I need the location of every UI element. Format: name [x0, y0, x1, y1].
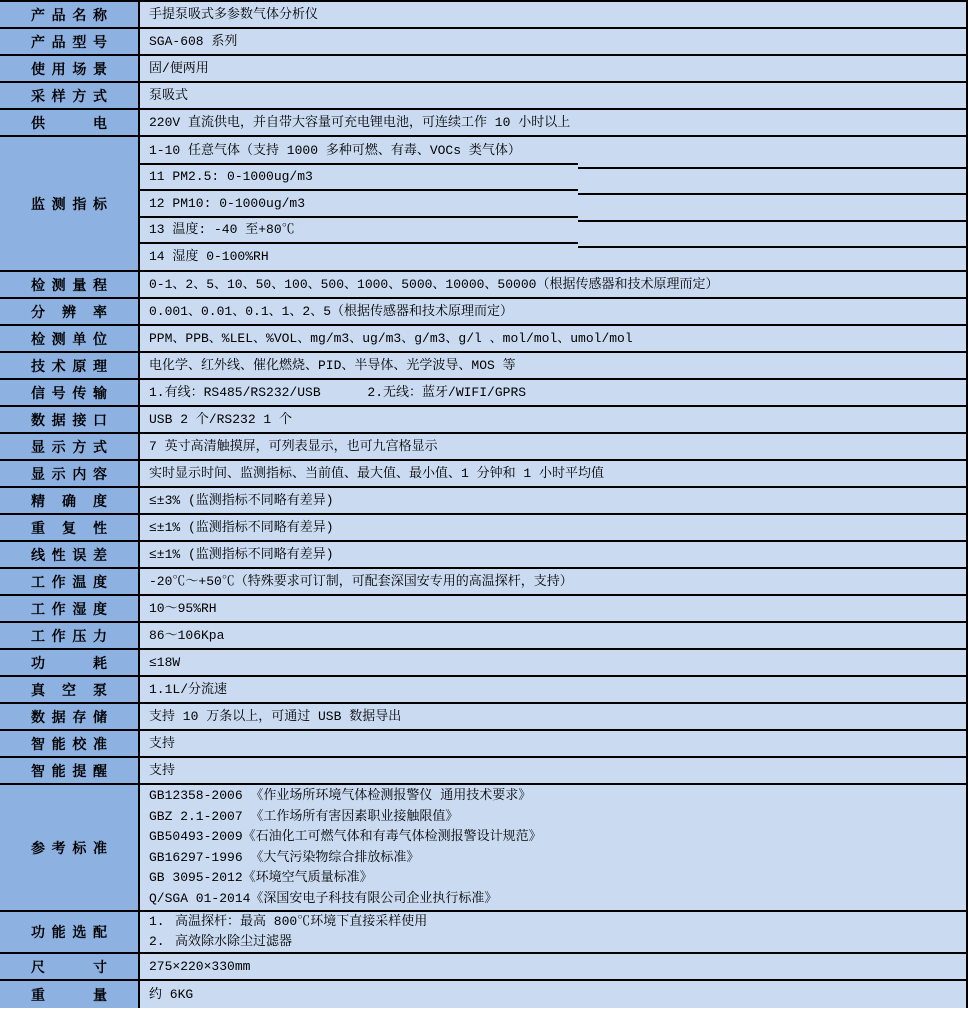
row-working-temperature	[0, 569, 966, 596]
value-cell	[140, 326, 966, 351]
row-technical-principle	[0, 353, 966, 380]
row-product-name	[0, 2, 966, 29]
value-cell	[140, 981, 966, 1008]
row-data-interface	[0, 407, 966, 434]
optional-feature-text: 高效除水除尘过滤器	[175, 934, 293, 949]
row-value: 1.1L/分流速	[149, 681, 228, 697]
value-cell	[140, 272, 966, 297]
row-label: 分辨率	[31, 303, 107, 320]
value-cell	[140, 407, 966, 432]
row-smart-calibration	[0, 731, 966, 758]
row-value: 220V 直流供电，并自带大容量可充电锂电池，可连续工作 10 小时以上	[149, 114, 571, 130]
value-cell	[140, 380, 966, 405]
list-number: 2.	[149, 934, 165, 949]
row-value: 实时显示时间、监测指标、当前值、最大值、最小值、1 分钟和 1 小时平均值	[149, 465, 605, 481]
value-cell	[140, 623, 966, 648]
label-cell	[0, 954, 140, 979]
label-cell	[0, 488, 140, 513]
optional-feature-line	[149, 912, 966, 932]
optional-feature-line	[149, 932, 966, 952]
row-value: 7 英寸高清触摸屏，可列表显示，也可九宫格显示	[149, 438, 438, 454]
row-value: 0-1、2、5、10、50、100、500、1000、5000、10000、50000（根据传感器和技术原理而定）	[149, 276, 719, 292]
value-cell	[140, 542, 966, 567]
row-label: 参考标准	[31, 839, 107, 856]
row-weight	[0, 981, 966, 1008]
label-cell	[0, 326, 140, 351]
row-value: 275×220×330mm	[149, 958, 251, 974]
label-cell	[0, 2, 140, 27]
label-cell	[0, 110, 140, 135]
label-cell	[0, 596, 140, 621]
value-cell	[140, 56, 966, 81]
row-label: 监测指标	[31, 195, 107, 212]
row-label: 工作湿度	[31, 600, 107, 617]
list-number: 1.	[149, 914, 165, 929]
row-power-consumption	[0, 650, 966, 677]
row-label: 使用场景	[31, 60, 107, 77]
reference-standard-line: GB16297-1996 《大气污染物综合排放标准》	[149, 849, 420, 865]
label-cell	[0, 56, 140, 81]
row-detection-range	[0, 272, 966, 299]
value-cell	[140, 704, 966, 729]
row-signal-transmission	[0, 380, 966, 407]
row-value: 泵吸式	[149, 87, 189, 103]
row-display-content	[0, 461, 966, 488]
row-label: 尺寸	[31, 958, 107, 975]
value-cell	[140, 83, 966, 108]
row-repeatability	[0, 515, 966, 542]
row-label: 工作压力	[31, 627, 107, 644]
label-cell	[0, 785, 140, 910]
label-cell	[0, 353, 140, 378]
label-cell	[0, 704, 140, 729]
row-value: 86～106Kpa	[149, 627, 225, 643]
row-label: 产品名称	[31, 6, 107, 23]
row-value: ≤±1% (监测指标不同略有差异)	[149, 546, 334, 562]
label-cell	[0, 912, 140, 952]
row-working-humidity	[0, 596, 966, 623]
value-cell	[140, 569, 966, 594]
monitor-item: 11 PM2.5: 0-1000ug/m3	[149, 169, 313, 185]
value-cell	[140, 299, 966, 324]
row-smart-reminder	[0, 758, 966, 785]
row-label: 智能校准	[31, 735, 107, 752]
value-cell	[140, 353, 966, 378]
row-working-pressure	[0, 623, 966, 650]
row-usage-scenario	[0, 56, 966, 83]
value-cell	[140, 488, 966, 513]
label-cell	[0, 461, 140, 486]
row-label: 工作温度	[31, 573, 107, 590]
row-label: 数据存储	[31, 708, 107, 725]
row-label: 真空泵	[31, 681, 107, 698]
row-label: 显示方式	[31, 438, 107, 455]
label-cell	[0, 380, 140, 405]
label-cell	[0, 650, 140, 675]
reference-standard-line: GB12358-2006 《作业场所环境气体检测报警仪 通用技术要求》	[149, 788, 532, 803]
row-label: 功能选配	[31, 924, 107, 940]
row-vacuum-pump	[0, 677, 966, 704]
row-label: 显示内容	[31, 465, 107, 482]
row-value: PPM、PPB、%LEL、%VOL、mg/m3、ug/m3、g/m3、g/l 、mol/mol、umol/mol	[149, 330, 633, 346]
monitor-item: 12 PM10: 0-1000ug/m3	[149, 195, 306, 211]
row-resolution	[0, 299, 966, 326]
label-cell	[0, 758, 140, 783]
row-label: 采样方式	[31, 87, 107, 104]
row-value: 支持 10 万条以上，可通过 USB 数据导出	[149, 708, 402, 724]
label-cell	[0, 137, 140, 270]
label-cell	[0, 299, 140, 324]
value-cell	[140, 677, 966, 702]
label-cell	[0, 731, 140, 756]
label-cell	[0, 569, 140, 594]
row-linearity-error	[0, 542, 966, 569]
row-label: 检测量程	[31, 276, 107, 293]
optional-feature-text: 高温探杆：最高 800℃环境下直接采样使用	[175, 914, 428, 929]
value-cell	[140, 515, 966, 540]
row-detection-unit	[0, 326, 966, 353]
row-label: 功耗	[31, 654, 107, 671]
row-value: 支持	[149, 762, 176, 778]
row-label: 技术原理	[31, 357, 107, 374]
label-cell	[0, 434, 140, 459]
row-label: 产品型号	[31, 33, 107, 50]
row-value: 10～95%RH	[149, 600, 217, 616]
row-sampling-method	[0, 83, 966, 110]
reference-standard-line: Q/SGA 01-2014《深国安电子科技有限公司企业执行标准》	[149, 890, 498, 906]
row-accuracy	[0, 488, 966, 515]
row-label: 信号传输	[31, 384, 107, 401]
row-label: 智能提醒	[31, 762, 107, 779]
row-label: 重量	[31, 986, 107, 1003]
row-label: 检测单位	[31, 330, 107, 347]
row-value: -20℃～+50℃（特殊要求可订制，可配套深国安专用的高温探杆，支持）	[149, 573, 573, 589]
row-value: USB 2 个/RS232 1 个	[149, 411, 293, 427]
value-cell-reference	[140, 785, 966, 910]
row-label: 供电	[31, 114, 107, 131]
row-value: ≤18W	[149, 654, 181, 670]
label-cell	[0, 407, 140, 432]
monitor-item: 13 温度: -40 至+80℃	[149, 222, 295, 238]
row-display-mode	[0, 434, 966, 461]
label-cell	[0, 83, 140, 108]
row-power-supply	[0, 110, 966, 137]
row-dimensions	[0, 954, 966, 981]
value-cell	[140, 110, 966, 135]
value-cell	[140, 954, 966, 979]
row-reference-standards	[0, 785, 966, 912]
row-label: 精确度	[31, 492, 107, 509]
value-cell	[140, 2, 966, 27]
row-value: 1.有线：RS485/RS232/USB 2.无线：蓝牙/WIFI/GPRS	[149, 384, 527, 400]
value-cell	[140, 461, 966, 486]
row-value: 手提泵吸式多参数气体分析仪	[149, 6, 319, 22]
label-cell	[0, 515, 140, 540]
label-cell	[0, 981, 140, 1008]
label-cell	[0, 29, 140, 54]
value-cell	[140, 434, 966, 459]
row-value: SGA-608 系列	[149, 33, 238, 49]
value-cell	[140, 758, 966, 783]
row-label: 线性误差	[31, 546, 107, 563]
value-cell	[140, 29, 966, 54]
row-value: 0.001、0.01、0.1、1、2、5（根据传感器和技术原理而定）	[149, 303, 514, 319]
label-cell	[0, 677, 140, 702]
row-value: 固/便两用	[149, 60, 209, 76]
value-cell-monitoring	[140, 137, 966, 270]
row-optional-features	[0, 912, 966, 954]
row-value: 约 6KG	[149, 986, 194, 1002]
label-cell	[0, 272, 140, 297]
monitor-item: 1-10 任意气体（支持 1000 多种可燃、有毒、VOCs 类气体）	[149, 142, 521, 158]
reference-standard-line: GB50493-2009《石油化工可燃气体和有毒气体检测报警设计规范》	[149, 829, 542, 844]
row-value: ≤±1% (监测指标不同略有差异)	[149, 519, 334, 535]
value-cell-options	[140, 912, 966, 952]
row-monitoring-indicators	[0, 137, 966, 272]
value-cell	[140, 596, 966, 621]
row-value: 电化学、红外线、催化燃烧、PID、半导体、光学波导、MOS 等	[149, 357, 516, 373]
row-label: 重复性	[31, 519, 107, 536]
value-cell	[140, 731, 966, 756]
reference-standard-line: GBZ 2.1-2007 《工作场所有害因素职业接触限值》	[149, 808, 459, 824]
label-cell	[0, 623, 140, 648]
row-value: ≤±3% (监测指标不同略有差异)	[149, 492, 334, 508]
row-label: 数据接口	[31, 411, 107, 428]
row-data-storage	[0, 704, 966, 731]
value-cell	[140, 650, 966, 675]
monitor-item: 14 湿度 0-100%RH	[149, 248, 269, 264]
reference-standard-line: GB 3095-2012《环境空气质量标准》	[149, 870, 373, 885]
label-cell	[0, 542, 140, 567]
row-product-model	[0, 29, 966, 56]
row-value: 支持	[149, 735, 176, 751]
